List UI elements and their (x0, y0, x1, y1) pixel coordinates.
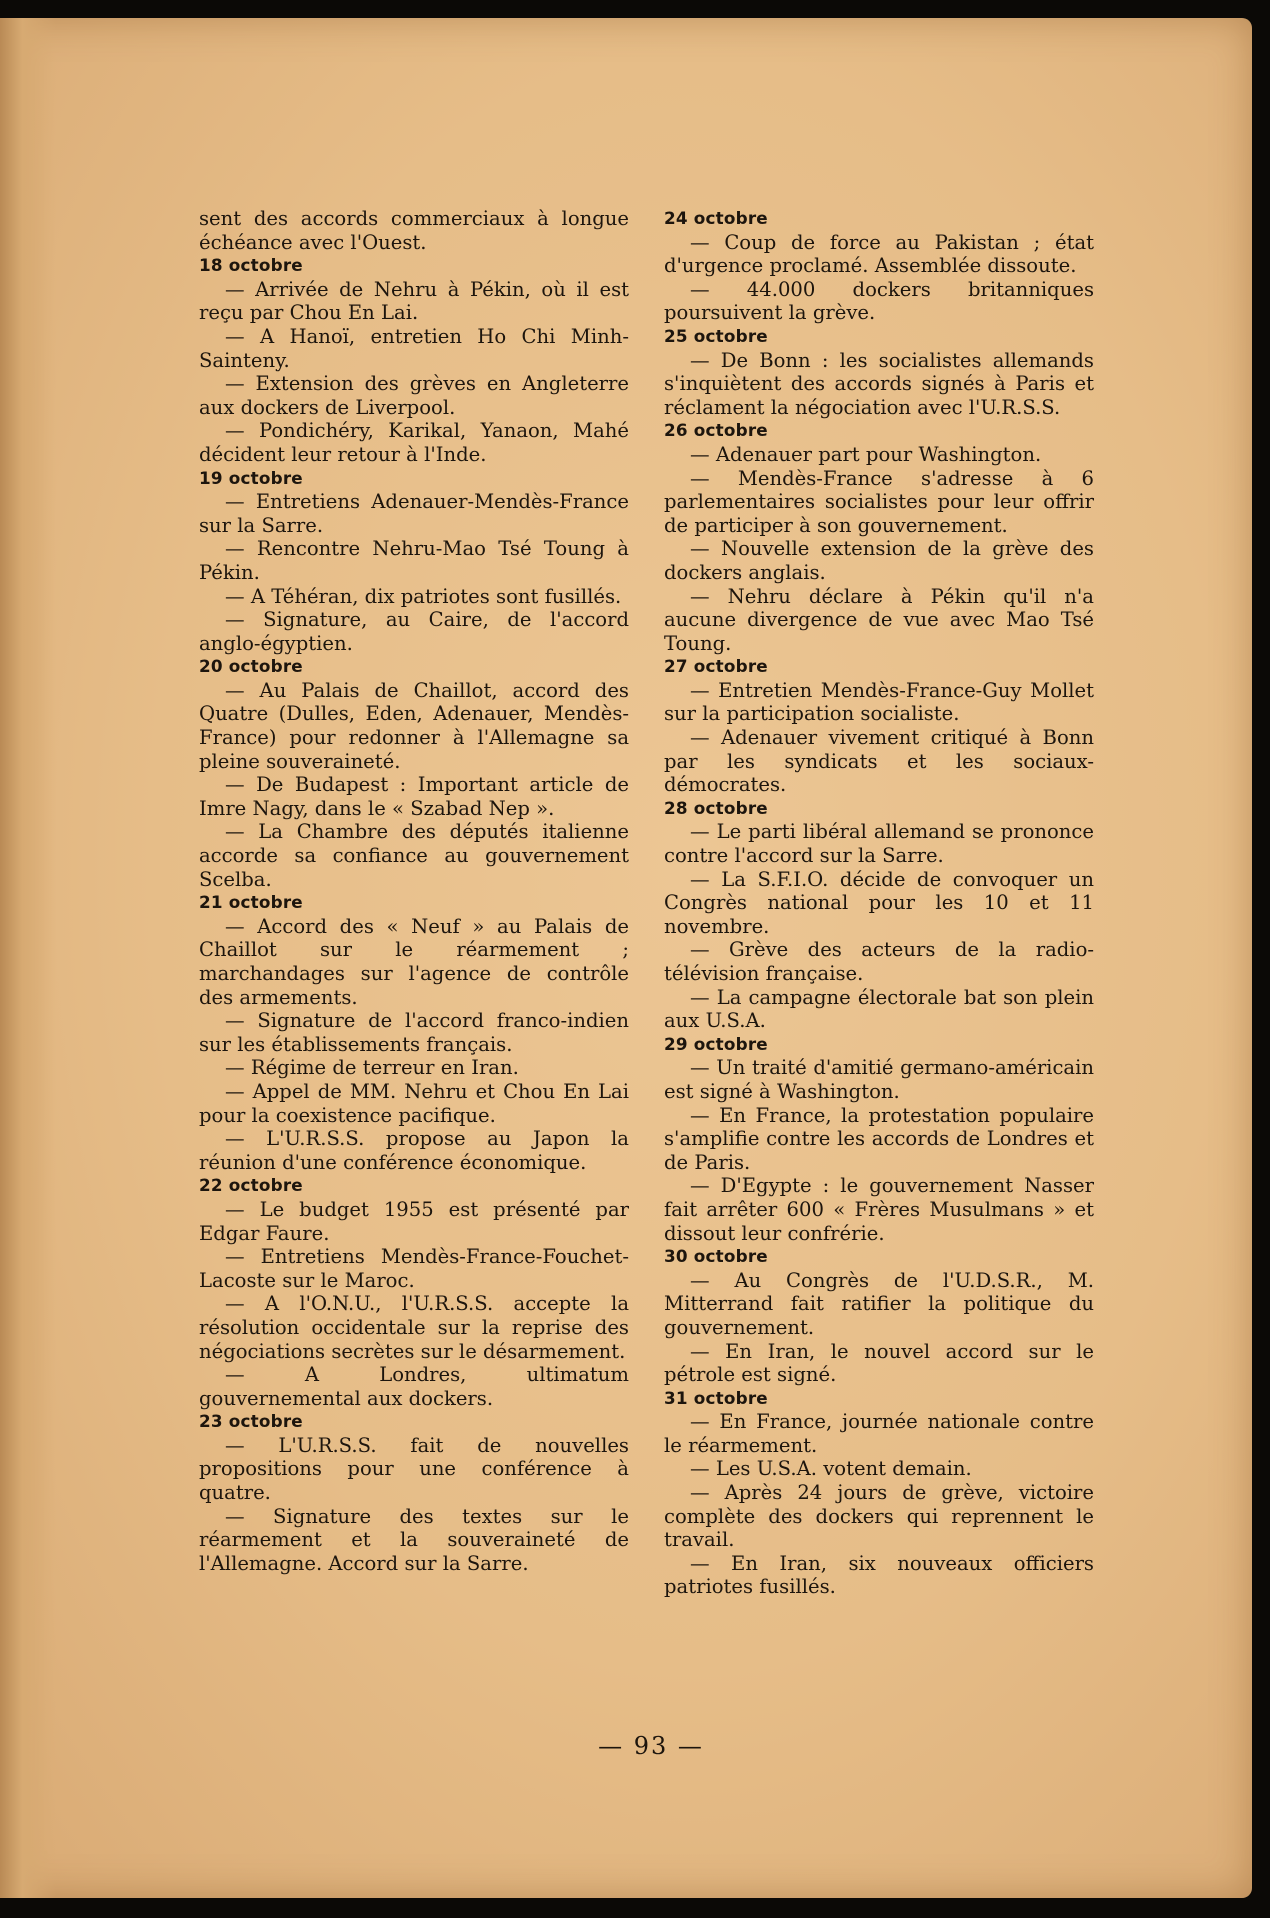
date-heading: 27 octobre (664, 656, 768, 677)
chronology-entry: — Le parti libéral allemand se prononce contre l'accord sur la Sarre. (664, 820, 1094, 868)
chronology-entry: — Le budget 1955 est présenté par Edgar Faure. (199, 1197, 629, 1245)
date-heading: 29 octobre (664, 1033, 768, 1054)
chronology-entry: — La campagne électorale bat son plein aux U.S.A. (664, 985, 1094, 1033)
chronology-entry: — De Budapest : Important article de Imre Nagy, dans le « Szabad Nep ». (199, 773, 629, 820)
left-column (199, 207, 629, 1575)
chronology-entry: — Adenauer vivement critiqué à Bonn par les syndicats et les sociaux-démocrates. (664, 726, 1094, 797)
chronology-entry: — 44.000 dockers britanniques poursuivent la grève. (664, 277, 1094, 325)
chronology-entry: — Après 24 jours de grève, victoire complète des dockers qui reprennent le travail. (664, 1481, 1094, 1552)
chronology-entry: — Entretiens Mendès-France-Fouchet-Lacoste sur le Maroc. (199, 1245, 629, 1292)
date-heading: 19 octobre (199, 467, 303, 488)
chronology-entry: — De Bonn : les socialistes allemands s'inquiètent des accords signés à Paris et réclament la négociation avec l'U.R.S.S. (664, 348, 1094, 419)
chronology-entry: — Arrivée de Nehru à Pékin, où il est reçu par Chou En Lai. (199, 277, 629, 325)
chronology-entry: — Les U.S.A. votent demain. (690, 1457, 972, 1481)
date-heading: 28 octobre (664, 797, 768, 818)
chronology-entry: — Accord des « Neuf » au Palais de Chaillot sur le réarmement ; marchandages sur l'agence de contrôle des armements. (199, 914, 629, 1009)
chronology-entry: — Un traité d'amitié germano-américain est signé à Washington. (664, 1056, 1094, 1103)
chronology-entry: — Adenauer part pour Washington. (690, 442, 1042, 466)
chronology-entry: — L'U.R.S.S. fait de nouvelles propositions pour une conférence à quatre. (199, 1433, 629, 1505)
chronology-entry: — Entretien Mendès-France-Guy Mollet sur la participation socialiste. (664, 678, 1094, 726)
date-heading: 18 octobre (199, 255, 303, 276)
chronology-entry: — D'Egypte : le gouvernement Nasser fait arrêter 600 « Frères Musulmans » et dissout leur confrérie. (664, 1174, 1094, 1245)
chronology-entry: — Extension des grèves en Angleterre aux dockers de Liverpool. (199, 372, 629, 419)
date-heading: 26 octobre (664, 420, 768, 441)
chronology-entry: — Mendès-France s'adresse à 6 parlementaires socialistes pour leur offrir de participer à son gouvernement. (664, 466, 1094, 537)
chronology-entry: — Coup de force au Pakistan ; état d'urgence proclamé. Assemblée dissoute. (664, 230, 1094, 278)
chronology-entry: — Entretiens Adenauer-Mendès-France sur la Sarre. (199, 490, 629, 537)
chronology-entry: — A l'O.N.U., l'U.R.S.S. accepte la résolution occidentale sur la reprise des négociations secrètes sur le désarmement. (199, 1292, 629, 1363)
date-heading: 24 octobre (664, 208, 768, 228)
date-heading: 21 octobre (199, 892, 303, 913)
chronology-entry: — Au Congrès de l'U.D.S.R., M. Mitterrand fait ratifier la politique du gouvernement. (664, 1268, 1094, 1339)
date-heading: 22 octobre (199, 1175, 303, 1196)
chronology-entry: — A Téhéran, dix patriotes sont fusillés. (225, 584, 622, 608)
date-heading: 31 octobre (664, 1387, 768, 1408)
book-spine-shadow (0, 18, 56, 1898)
chronology-entry: — Rencontre Nehru-Mao Tsé Toung à Pékin. (199, 537, 629, 584)
chronology-entry: — La S.F.I.O. décide de convoquer un Congrès national pour les 10 et 11 novembre. (664, 867, 1094, 938)
date-heading: 30 octobre (664, 1246, 768, 1267)
chronology-entry: — Appel de MM. Nehru et Chou En Lai pour la coexistence pacifique. (199, 1079, 629, 1127)
chronology-entry: — La Chambre des députés italienne accorde sa confiance au gouvernement Scelba. (199, 820, 629, 891)
chronology-entry: — En France, la protestation populaire s'amplifie contre les accords de Londres et de Paris. (664, 1103, 1094, 1174)
chronology-entry: — Nehru déclare à Pékin qu'il n'a aucune divergence de vue avec Mao Tsé Toung. (664, 584, 1094, 655)
chronology-entry: — Au Palais de Chaillot, accord des Quatre (Dulles, Eden, Adenauer, Mendès-France) pour redonner à l'Allemagne sa pleine souveraineté. (199, 678, 629, 773)
chronology-entry: — En France, journée nationale contre le réarmement. (664, 1410, 1094, 1457)
chronology-entry: — En Iran, le nouvel accord sur le pétrole est signé. (664, 1339, 1094, 1387)
chronology-entry: — Signature de l'accord franco-indien sur les établissements français. (199, 1009, 629, 1056)
chronology-entry: — En Iran, six nouveaux officiers patriotes fusillés. (664, 1551, 1094, 1599)
chronology-entry: — Pondichéry, Karikal, Yanaon, Mahé décident leur retour à l'Inde. (199, 419, 629, 466)
chronology-entry: — Signature, au Caire, de l'accord anglo-égyptien. (199, 608, 629, 655)
date-heading: 20 octobre (199, 656, 303, 677)
chronology-entry: — A Hanoï, entretien Ho Chi Minh-Sainteny. (199, 324, 629, 372)
chronology-entry: — Nouvelle extension de la grève des dockers anglais. (664, 537, 1094, 584)
chronology-entry: — Régime de terreur en Iran. (225, 1056, 519, 1080)
page-number: — 93 — (598, 1732, 704, 1760)
chronology-entry: — A Londres, ultimatum gouvernemental aux dockers. (199, 1363, 629, 1410)
chronology-entry: — L'U.R.S.S. propose au Japon la réunion d'une conférence économique. (199, 1127, 629, 1174)
chronology-entry: — Grève des acteurs de la radio-télévision française. (664, 938, 1094, 985)
right-column (664, 207, 1094, 1599)
date-heading: 25 octobre (664, 325, 768, 346)
date-heading: 23 octobre (199, 1411, 303, 1432)
chronology-entry: — Signature des textes sur le réarmement et la souveraineté de l'Allemagne. Accord sur la Sarre. (199, 1504, 629, 1575)
chronology-entry: sent des accords commerciaux à longue échéance avec l'Ouest. (199, 207, 629, 254)
